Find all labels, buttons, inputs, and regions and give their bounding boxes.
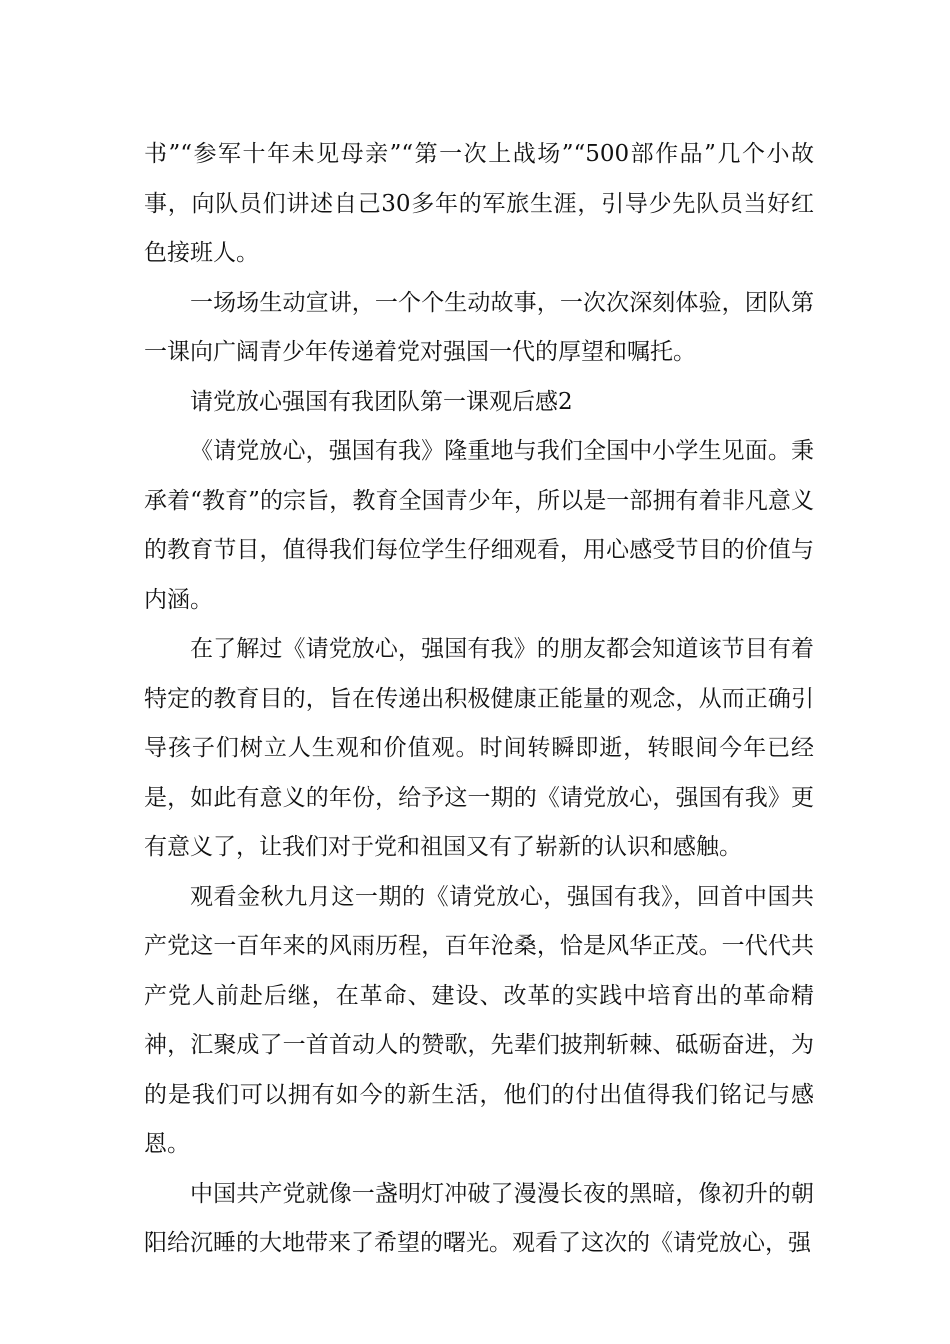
paragraph-2: 一场场生动宣讲，一个个生动故事，一次次深刻体验，团队第一课向广阔青少年传递着党对强国一代的厚望和嘱托。 xyxy=(144,289,814,365)
paragraph-1: 书”“参军十年未见母亲”“第一次上战场”“500部作品”几个小故事，向队员们讲述自己30多年的军旅生涯，引导少先队员当好红色接班人。 xyxy=(144,141,814,266)
paragraph-5: 观看金秋九月这一期的《请党放心，强国有我》，回首中国共产党这一百年来的风雨历程，百年沧桑，恰是风华正茂。一代代共产党人前赴后继，在革命、建设、改革的实践中培育出的革命精神，汇聚成了一首首动人的赞歌，先辈们披荆斩棘、砥砺奋进，为的是我们可以拥有如今的新生活，他们的付出值得我们铭记与感恩。 xyxy=(144,883,814,1157)
paragraph-6: 中国共产党就像一盏明灯冲破了漫漫长夜的黑暗，像初升的朝阳给沉睡的大地带来了希望的曙光。观看了这次的《请党放心，强 xyxy=(144,1180,814,1256)
section-title: 请党放心强国有我团队第一课观后感2 xyxy=(190,388,573,415)
paragraph-4: 在了解过《请党放心，强国有我》的朋友都会知道该节目有着特定的教育目的，旨在传递出积极健康正能量的观念，从而正确引导孩子们树立人生观和价值观。时间转瞬即逝，转眼间今年已经是，如此有意义的年份，给予这一期的《请党放心，强国有我》更有意义了，让我们对于党和祖国又有了崭新的认识和感触。 xyxy=(144,636,814,860)
document-body xyxy=(144,130,814,1269)
paragraph-3: 《请党放心，强国有我》隆重地与我们全国中小学生见面。秉承着“教育”的宗旨，教育全国青少年，所以是一部拥有着非凡意义的教育节目，值得我们每位学生仔细观看，用心感受节目的价值与内涵。 xyxy=(144,438,814,613)
